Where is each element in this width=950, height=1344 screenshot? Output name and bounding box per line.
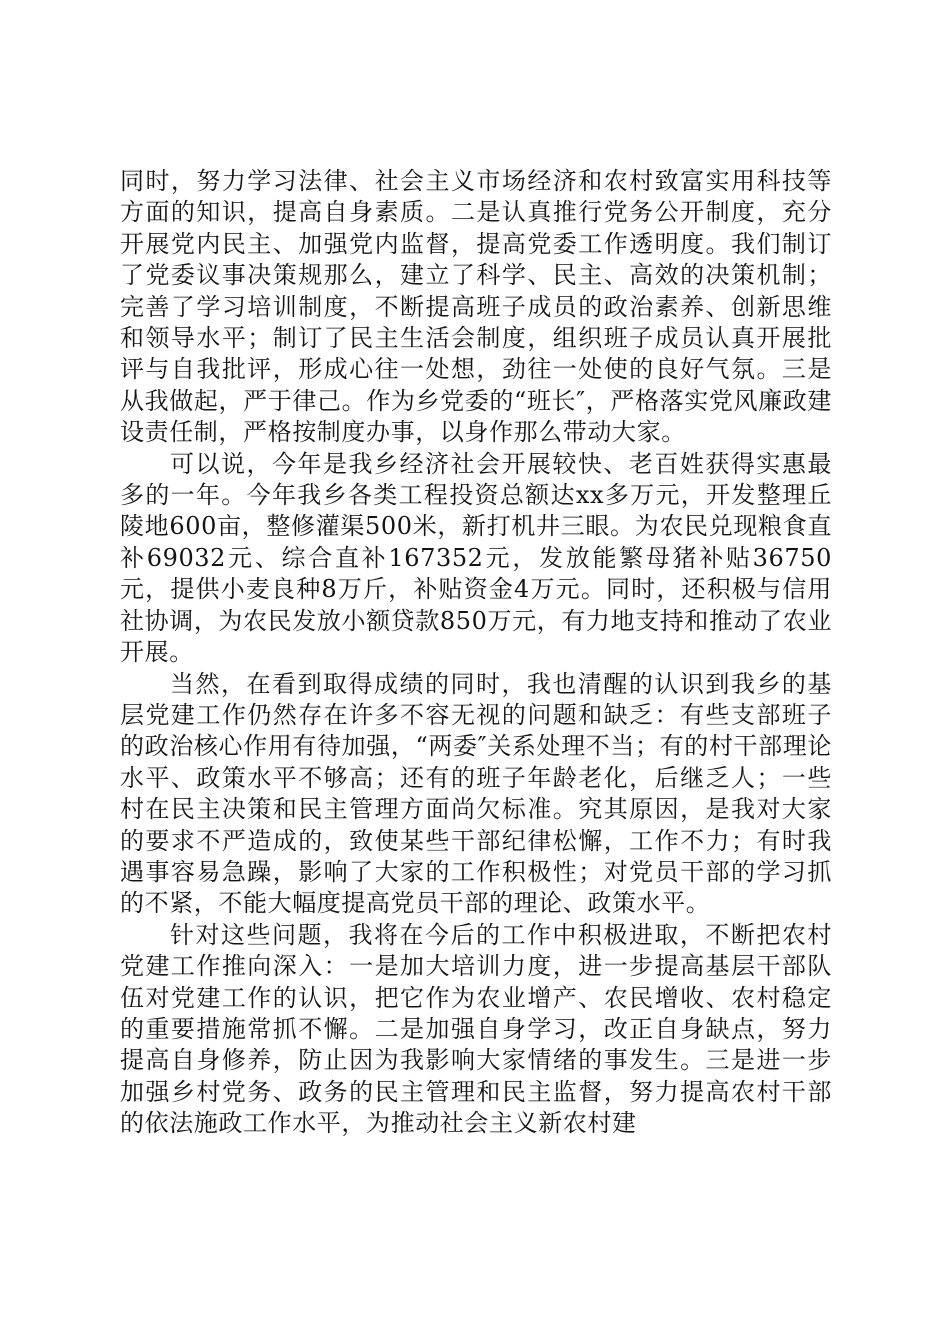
- paragraph-continuation: 同时，努力学习法律、社会主义市场经济和农村致富实用科技等方面的知识，提高自身素质。二是认真推行党务公开制度，充分开展党内民主、加强党内监督，提高党委工作透明度。我们制订了党委议事决策规那么，建立了科学、民主、高效的决策机制；完善了学习培训制度，不断提高班子成员的政治素养、创新思维和领导水平；制订了民主生活会制度，组织班子成员认真开展批评与自我批评，形成心往一处想，劲往一处使的良好气氛。三是从我做起，严于律己。作为乡党委的“班长″，严格落实党风廉政建设责任制，严格按制度办事，以身作那么带动大家。: [120, 167, 832, 447]
- paragraph-achievements: 可以说，今年是我乡经济社会开展较快、老百姓获得实惠最多的一年。今年我乡各类工程投资总额达xx多万元，开发整理丘陵地600亩，整修灌渠500米，新打机井三眼。为农民兑现粮食直补69032元、综合直补167352元，发放能繁母猪补贴36750元，提供小麦良种8万斤，补贴资金4万元。同时，还积极与信用社协调，为农民发放小额贷款850万元，有力地支持和推动了农业开展。: [120, 449, 832, 667]
- document-body: [120, 166, 832, 1140]
- paragraph-measures: 针对这些问题，我将在今后的工作中积极进取，不断把农村党建工作推向深入：一是加大培训力度，进一步提高基层干部队伍对党建工作的认识，把它作为农业增产、农民增收、农村稳定的重要措施常抓不懈。二是加强自身学习，改正自身缺点，努力提高自身修养，防止因为我影响大家情绪的事发生。三是进一步加强乡村党务、政务的民主管理和民主监督，努力提高农村干部的依法施政工作水平，为推动社会主义新农村建: [120, 920, 832, 1138]
- paragraph-problems: 当然，在看到取得成绩的同时，我也清醒的认识到我乡的基层党建工作仍然存在许多不容无视的问题和缺乏：有些支部班子的政治核心作用有待加强，“两委″关系处理不当；有的村干部理论水平、政策水平不够高；还有的班子年龄老化，后继乏人；一些村在民主决策和民主管理方面尚欠标准。究其原因，是我对大家的要求不严造成的，致使某些干部纪律松懈，工作不力；有时我遇事容易急躁，影响了大家的工作积极性；对党员干部的学习抓的不紧，不能大幅度提高党员干部的理论、政策水平。: [120, 669, 832, 918]
